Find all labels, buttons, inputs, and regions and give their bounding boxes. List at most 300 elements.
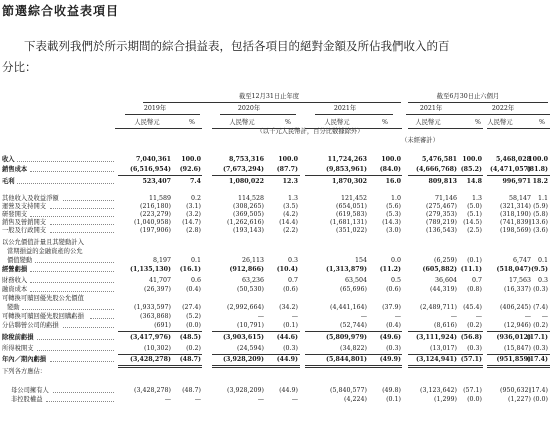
total-double-rule (118, 365, 202, 366)
leader-dots (17, 161, 114, 162)
cell-value: (48.7) (179, 356, 201, 363)
total-double-rule (212, 365, 300, 366)
row-label: 當期損益的金融資產的公允 (7, 248, 83, 255)
cell-value: (3,428,278) (129, 356, 171, 363)
leader-dots (50, 232, 114, 233)
cell-value: (0.3) (533, 286, 548, 293)
row-label: 變動 (7, 304, 20, 311)
cell-value: (11.2) (379, 266, 401, 273)
row-label: 分佔聯營公司的虧損 (2, 322, 59, 329)
row-label: 經營虧損 (2, 266, 28, 273)
cell-value: (1,262,616) (227, 219, 264, 226)
row-label: 其他收入及收益淨額 (2, 195, 59, 202)
section-title: 節選綜合收益表項目 (2, 4, 120, 18)
units-underline-3 (408, 128, 483, 129)
cell-value: (44.9) (279, 387, 298, 394)
header-unit-pct-2: % (382, 119, 388, 126)
cell-value: 0.1 (190, 257, 201, 264)
cell-value: (741,839) (500, 219, 531, 226)
cell-value: 154 (354, 257, 367, 264)
cell-value: 58,147 (508, 195, 531, 202)
cell-value: 0.5 (390, 277, 401, 284)
cell-value: (5.1) (467, 211, 482, 218)
header-unit-pct-4: % (539, 119, 545, 126)
cell-value: (1,227) (508, 396, 531, 403)
cell-value: (275,467) (426, 203, 457, 210)
cell-value: 1.0 (390, 195, 401, 202)
row-label: 非控股權益 (11, 396, 43, 403)
cell-value: (318,190) (500, 211, 531, 218)
cell-value: — (164, 396, 171, 403)
note-unaudited: （未經審計） (401, 137, 439, 144)
cell-value: (789,219) (426, 219, 457, 226)
cell-value: 121,452 (340, 195, 367, 202)
cell-value: (654,051) (336, 203, 367, 210)
cell-value: (37.9) (382, 304, 401, 311)
cell-value: 11,724,263 (327, 156, 367, 163)
cell-value: 0.2 (190, 195, 201, 202)
cell-value: — (541, 313, 548, 320)
leader-dots (30, 216, 114, 217)
cell-value: 36,604 (434, 277, 457, 284)
row-label: 研發開支 (2, 211, 28, 218)
cell-value: (951,859) (496, 356, 531, 363)
cell-value: (3,903,615) (222, 334, 264, 341)
header-half-year-group: 截至6月30日止六個月 (436, 93, 500, 100)
cell-value: (3,123,642) (420, 387, 457, 394)
cell-value: (6,516,954) (129, 166, 171, 173)
leader-dots (50, 361, 114, 362)
cell-value: (0.8) (467, 286, 482, 293)
subtotal-rule (408, 175, 483, 176)
cell-value: — (524, 313, 531, 320)
cell-value: (13.6) (529, 219, 548, 226)
subtotal-rule (212, 354, 300, 355)
cell-value: (223,279) (140, 211, 171, 218)
cell-value: (10,791) (237, 322, 264, 329)
cell-value: (10.4) (276, 266, 298, 273)
cell-value: (45.4) (463, 304, 482, 311)
cell-value: (1,313,879) (325, 266, 367, 273)
cell-value: (4,666,768) (415, 166, 457, 173)
row-label: 除稅前虧損 (2, 334, 34, 341)
intro-line-2: 分比： (2, 60, 37, 74)
cell-value: 5,476,581 (421, 156, 457, 163)
leader-dots (37, 350, 114, 351)
header-rule-half (408, 102, 548, 103)
subtotal-rule (487, 175, 550, 176)
cell-value: (406,245) (500, 304, 531, 311)
cell-value: (193,143) (233, 227, 264, 234)
cell-value: (3.6) (533, 227, 548, 234)
cell-value: (14.4) (279, 219, 298, 226)
cell-value: 100.0 (381, 156, 401, 163)
cell-value: 6,747 (512, 257, 531, 264)
cell-value: (5,844,801) (325, 356, 367, 363)
cell-value: (50,530) (237, 286, 264, 293)
cell-value: (10,302) (144, 345, 171, 352)
units-underline-4 (487, 128, 550, 129)
row-label: 下列各方應佔： (2, 368, 47, 375)
cell-value: (321,314) (500, 203, 531, 210)
total-double-rule (305, 367, 402, 368)
cell-value: (4,471,057) (489, 166, 531, 173)
leader-dots (53, 392, 114, 393)
cell-value: 14.8 (466, 178, 482, 185)
row-label: 可轉換可贖回優先股回購虧損 (2, 313, 84, 320)
cell-value: (5.3) (386, 211, 401, 218)
cell-value: — (291, 313, 298, 320)
header-rule-year (143, 102, 401, 103)
cell-value: (3,124,941) (415, 356, 457, 363)
header-unit-rmb-0: 人民幣元 (134, 119, 160, 126)
cell-value: 1.3 (287, 195, 298, 202)
row-label: 所得稅開支 (2, 345, 34, 352)
cell-value: (1,299) (434, 396, 457, 403)
cell-value: (3,417,976) (129, 334, 171, 341)
cell-value: (1,040,958) (134, 219, 171, 226)
cell-value: 0.3 (537, 277, 548, 284)
cell-value: (5.2) (186, 313, 201, 320)
leader-dots (22, 309, 114, 310)
cell-value: 100.0 (278, 156, 298, 163)
cell-value: (2.2) (283, 227, 298, 234)
cell-value: 17,563 (508, 277, 531, 284)
cell-value: (87.7) (276, 166, 298, 173)
leader-dots (30, 271, 114, 272)
cell-value: (3.0) (386, 227, 401, 234)
cell-value: (0.3) (386, 345, 401, 352)
cell-value: — (291, 396, 298, 403)
cell-value: (81.8) (526, 166, 548, 173)
cell-value: 100.0 (462, 156, 482, 163)
cell-value: 996,971 (502, 178, 531, 185)
cell-value: 63,504 (344, 277, 367, 284)
cell-value: (5,840,577) (330, 387, 367, 394)
header-unit-rmb-2: 人民幣元 (324, 119, 350, 126)
cell-value: (9.5) (531, 266, 548, 273)
cell-value: (936,012) (496, 334, 531, 341)
cell-value: (26,397) (144, 286, 171, 293)
cell-value: (1,933,597) (134, 304, 171, 311)
cell-value: (0.3) (467, 345, 482, 352)
cell-value: — (394, 313, 401, 320)
cell-value: (0.4) (186, 286, 201, 293)
cell-value: (3.2) (186, 211, 201, 218)
cell-value: (57.1) (460, 356, 482, 363)
row-label: 收入 (2, 156, 15, 163)
cell-value: (16,337) (504, 286, 531, 293)
row-label: 財務收入 (2, 277, 28, 284)
cell-value: (4.2) (283, 211, 298, 218)
cell-value: (11.1) (460, 266, 482, 273)
cell-value: (65,696) (340, 286, 367, 293)
cell-value: (2,992,664) (227, 304, 264, 311)
cell-value: (950,632) (500, 387, 531, 394)
cell-value: 523,407 (142, 178, 171, 185)
cell-value: (3,111,924) (415, 334, 457, 341)
cell-value: 1.3 (471, 195, 482, 202)
header-unit-pct-3: % (475, 119, 481, 126)
total-double-rule (118, 367, 202, 368)
cell-value: (3,928,209) (227, 387, 264, 394)
leader-dots (46, 401, 114, 402)
year-underline-2 (315, 114, 393, 115)
cell-value: (1,681,131) (330, 219, 367, 226)
cell-value: (15,847) (504, 345, 531, 352)
cell-value: 5,468,028 (495, 156, 531, 163)
subtotal-rule (212, 175, 300, 176)
cell-value: (279,353) (426, 211, 457, 218)
cell-value: 41,707 (148, 277, 171, 284)
cell-value: (4,224) (344, 396, 367, 403)
cell-value: (57.1) (463, 387, 482, 394)
subtotal-rule (118, 331, 202, 332)
header-year-1: 2020年 (237, 105, 261, 112)
cell-value: 63,236 (241, 277, 264, 284)
cell-value: (351,022) (336, 227, 367, 234)
row-label: 毛利 (2, 178, 15, 185)
row-label: 一般及行政開支 (2, 227, 47, 234)
row-label: 價值變動 (7, 257, 33, 264)
cell-value: (198,569) (500, 227, 531, 234)
cell-value: (34.2) (279, 304, 298, 311)
cell-value: 26,113 (241, 257, 264, 264)
cell-value: 0.7 (471, 277, 482, 284)
row-label: 母公司擁有人 (11, 387, 49, 394)
cell-value: (0.1) (467, 257, 482, 264)
cell-value: 1,080,022 (228, 178, 264, 185)
cell-value: (49.9) (379, 356, 401, 363)
cell-value: — (360, 313, 367, 320)
cell-value: 809,813 (428, 178, 457, 185)
cell-value: 16.0 (385, 178, 401, 185)
leader-dots (63, 327, 114, 328)
cell-value: 1.1 (537, 195, 548, 202)
subtotal-rule (487, 354, 550, 355)
subtotal-rule (408, 354, 483, 355)
subtotal-rule (118, 175, 202, 176)
leader-dots (30, 291, 114, 292)
cell-value: (56.8) (460, 334, 482, 341)
subtotal-rule (305, 354, 402, 355)
cell-value: 71,146 (434, 195, 457, 202)
cell-value: 0.0 (390, 257, 401, 264)
cell-value: (27.4) (182, 304, 201, 311)
cell-value: (6,259) (434, 257, 457, 264)
cell-value: 18.2 (532, 178, 548, 185)
cell-value: 12.3 (282, 178, 298, 185)
cell-value: (2.5) (467, 227, 482, 234)
cell-value: (197,906) (140, 227, 171, 234)
cell-value: (84.0) (379, 166, 401, 173)
cell-value: (8,616) (434, 322, 457, 329)
cell-value: (48.7) (182, 387, 201, 394)
year-underline-0 (125, 114, 200, 115)
header-unit-pct-1: % (285, 119, 291, 126)
subtotal-rule (118, 354, 202, 355)
cell-value: (3,428,278) (134, 387, 171, 394)
cell-value: 11,589 (148, 195, 171, 202)
cell-value: (3,928,209) (222, 356, 264, 363)
year-underline-4 (478, 114, 550, 115)
total-double-rule (487, 367, 550, 368)
leader-dots (35, 262, 114, 263)
cell-value: 0.3 (287, 257, 298, 264)
cell-value: 0.7 (287, 277, 298, 284)
cell-value: (5.8) (533, 211, 548, 218)
cell-value: (5.0) (467, 203, 482, 210)
cell-value: (136,543) (426, 227, 457, 234)
units-underline-2 (305, 128, 402, 129)
year-underline-3 (406, 114, 486, 115)
cell-value: (3.5) (283, 203, 298, 210)
cell-value: 7,040,361 (135, 156, 171, 163)
cell-value: (5.9) (533, 203, 548, 210)
cell-value: (14.5) (463, 219, 482, 226)
total-double-rule (408, 365, 483, 366)
cell-value: (619,583) (336, 211, 367, 218)
total-double-rule (487, 365, 550, 366)
leader-dots (17, 183, 114, 184)
cell-value: (605,882) (422, 266, 457, 273)
header-unit-rmb-3: 人民幣元 (415, 119, 441, 126)
cell-value: (16.1) (179, 266, 201, 273)
cell-value: (0.3) (533, 345, 548, 352)
leader-dots (50, 208, 114, 209)
row-label: 運營及支持開支 (2, 203, 47, 210)
units-underline-0 (115, 128, 202, 129)
cell-value: (0.0) (533, 396, 548, 403)
leader-dots (90, 318, 114, 319)
cell-value: (5.6) (386, 203, 401, 210)
cell-value: (12,946) (504, 322, 531, 329)
cell-value: (912,866) (229, 266, 264, 273)
cell-value: 8,753,316 (228, 156, 264, 163)
cell-value: 0.1 (537, 257, 548, 264)
cell-value: (518,047) (496, 266, 531, 273)
note-thousand-rmb: （以千元人民幣計，百分比數據除外） (256, 128, 364, 135)
cell-value: (308,265) (233, 203, 264, 210)
cell-value: (44.9) (276, 356, 298, 363)
cell-value: (52,744) (340, 322, 367, 329)
cell-value: (363,868) (140, 313, 171, 320)
cell-value: — (257, 396, 264, 403)
cell-value: (0.2) (533, 322, 548, 329)
cell-value: (1,135,130) (129, 266, 171, 273)
row-label: 可轉換可贖回優先股公允價值 (2, 295, 84, 302)
cell-value: (34,822) (340, 345, 367, 352)
cell-value: 1,870,302 (331, 178, 367, 185)
units-underline-1 (212, 128, 300, 129)
header-year-3: 2021年 (419, 105, 443, 112)
cell-value: (0.3) (283, 345, 298, 352)
leader-dots (50, 224, 114, 225)
header-year-4: 2022年 (491, 105, 515, 112)
intro-line-1: 下表載列我們於所示期間的綜合損益表，包括各項目的絕對金額及所佔我們收入的百 (24, 39, 450, 53)
cell-value: (369,505) (233, 211, 264, 218)
subtotal-rule (212, 331, 300, 332)
cell-value: (0.6) (283, 286, 298, 293)
subtotal-rule (305, 331, 402, 332)
cell-value: (7,673,294) (222, 166, 264, 173)
cell-value: 100.0 (528, 156, 548, 163)
cell-value: (49.8) (382, 387, 401, 394)
cell-value: (44,319) (430, 286, 457, 293)
cell-value: — (475, 313, 482, 320)
year-underline-1 (220, 114, 296, 115)
cell-value: (44.6) (276, 334, 298, 341)
cell-value: — (257, 313, 264, 320)
cell-value: (14.3) (382, 219, 401, 226)
cell-value: (17.4) (529, 387, 548, 394)
header-year-2: 2021年 (333, 105, 357, 112)
cell-value: (0.0) (186, 322, 201, 329)
cell-value: (49.6) (379, 334, 401, 341)
row-label: 以公允價值計量且其變動計入 (2, 239, 84, 246)
cell-value: (0.4) (386, 322, 401, 329)
total-double-rule (212, 367, 300, 368)
header-unit-rmb-4: 人民幣元 (487, 119, 513, 126)
cell-value: (2.8) (186, 227, 201, 234)
subtotal-rule (408, 331, 483, 332)
cell-value: (17.4) (526, 356, 548, 363)
cell-value: (85.2) (460, 166, 482, 173)
leader-dots (37, 339, 114, 340)
cell-value: (13,017) (430, 345, 457, 352)
subtotal-rule (487, 331, 550, 332)
header-unit-rmb-1: 人民幣元 (229, 119, 255, 126)
row-label: 銷售成本 (2, 166, 28, 173)
cell-value: (5,809,979) (325, 334, 367, 341)
cell-value: (3.1) (186, 203, 201, 210)
cell-value: (9,853,961) (325, 166, 367, 173)
cell-value: (17.1) (526, 334, 548, 341)
cell-value: 0.6 (190, 277, 201, 284)
cell-value: (48.5) (179, 334, 201, 341)
subtotal-rule (305, 175, 402, 176)
cell-value: (0.6) (386, 286, 401, 293)
cell-value: (0.1) (283, 322, 298, 329)
cell-value: (14.7) (182, 219, 201, 226)
cell-value: (2,489,711) (420, 304, 457, 311)
row-label: 融資成本 (2, 286, 28, 293)
header-year-0: 2019年 (143, 105, 167, 112)
cell-value: (7.4) (533, 304, 548, 311)
header-unit-pct-0: % (189, 119, 195, 126)
cell-value: (92.6) (179, 166, 201, 173)
cell-value: — (194, 396, 201, 403)
cell-value: (691) (154, 322, 171, 329)
cell-value: 100.0 (181, 156, 201, 163)
row-label: 年內／期內虧損 (2, 356, 47, 363)
cell-value: 8,197 (152, 257, 171, 264)
cell-value: — (450, 313, 457, 320)
header-year-group: 截至12月31日止年度 (238, 93, 300, 100)
leader-dots (30, 282, 114, 283)
cell-value: (0.2) (186, 345, 201, 352)
cell-value: 114,528 (237, 195, 264, 202)
row-label: 銷售及營銷開支 (2, 219, 47, 226)
total-double-rule (305, 365, 402, 366)
cell-value: 7.4 (190, 178, 201, 185)
cell-value: (4,441,164) (330, 304, 367, 311)
leader-dots (63, 200, 114, 201)
leader-dots (30, 171, 114, 172)
cell-value: (0.2) (467, 322, 482, 329)
cell-value: (24,594) (237, 345, 264, 352)
cell-value: (0.1) (386, 396, 401, 403)
